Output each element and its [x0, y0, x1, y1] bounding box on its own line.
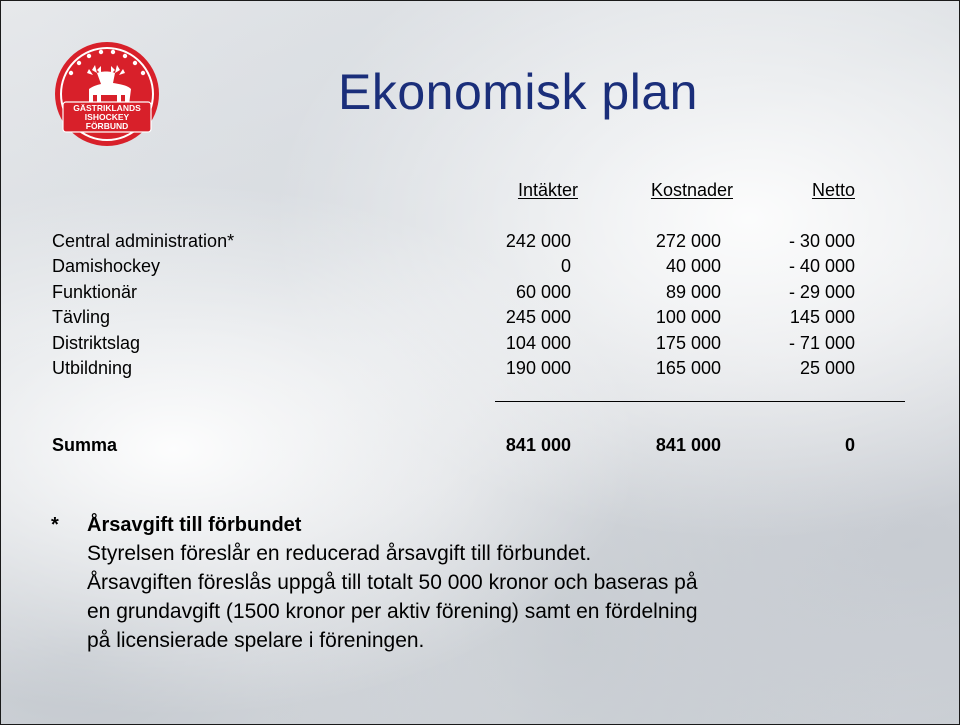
logo-text-2: ISHOCKEY — [84, 112, 130, 122]
row-costs: 89 000 — [665, 281, 721, 302]
row-costs: 272 000 — [655, 231, 721, 251]
total-row — [1, 433, 960, 458]
row-income: 104 000 — [505, 332, 571, 353]
row-label: Central administration* — [52, 231, 235, 251]
row-income: 60 000 — [515, 281, 571, 302]
table-row — [1, 356, 960, 381]
row-net: 25 000 — [799, 357, 855, 378]
header-income: Intäkter — [517, 180, 578, 200]
budget-table — [1, 229, 960, 381]
row-costs: 100 000 — [655, 307, 721, 328]
total-label: Summa — [52, 435, 118, 455]
footnote-marker: * — [51, 514, 59, 536]
row-income: 245 000 — [505, 307, 571, 328]
table-row — [1, 280, 960, 305]
logo-text-3: FÖRBUND — [85, 121, 129, 131]
row-income: 190 000 — [505, 357, 571, 378]
row-costs: 165 000 — [655, 357, 721, 378]
row-net: - 30 000 — [788, 231, 855, 251]
row-net: - 40 000 — [788, 256, 855, 277]
row-label: Distriktslag — [52, 332, 141, 353]
row-label: Tävling — [52, 307, 111, 328]
total-costs: 841 000 — [655, 435, 721, 455]
footnote — [51, 511, 931, 655]
row-costs: 40 000 — [665, 256, 721, 277]
row-net: 145 000 — [789, 307, 855, 328]
row-label: Damishockey — [52, 256, 161, 277]
row-net: - 71 000 — [788, 332, 855, 353]
header-costs: Kostnader — [650, 180, 733, 200]
total-income: 841 000 — [505, 435, 571, 455]
table-row — [1, 254, 960, 279]
row-income: 242 000 — [505, 231, 571, 251]
footnote-body — [87, 539, 931, 655]
table-row — [1, 305, 960, 330]
footnote-heading-row — [51, 511, 931, 539]
total-divider — [495, 401, 905, 402]
footnote-line: Årsavgiften föreslås uppgå till totalt 50 000 kronor och baseras på — [87, 571, 698, 594]
table-row — [1, 229, 960, 254]
page-title: Ekonomisk plan — [338, 64, 698, 120]
footnote-line: Styrelsen föreslår en reducerad årsavgift till förbundet. — [87, 542, 592, 565]
footnote-heading: Årsavgift till förbundet — [87, 514, 302, 536]
total-net: 0 — [844, 435, 855, 455]
row-label: Utbildning — [52, 357, 133, 378]
table-row — [1, 331, 960, 356]
row-income: 0 — [560, 256, 571, 277]
row-costs: 175 000 — [655, 332, 721, 353]
column-headers — [1, 180, 960, 202]
footnote-line: på licensierade spelare i föreningen. — [87, 629, 425, 652]
moose-emblem-icon — [49, 39, 165, 149]
logo-text-1: GÄSTRIKLANDS — [73, 103, 141, 113]
footnote-line: en grundavgift (1500 kronor per aktiv förening) samt en fördelning — [87, 600, 698, 623]
header-net: Netto — [811, 180, 855, 200]
row-label: Funktionär — [52, 281, 138, 302]
row-net: - 29 000 — [788, 281, 855, 302]
